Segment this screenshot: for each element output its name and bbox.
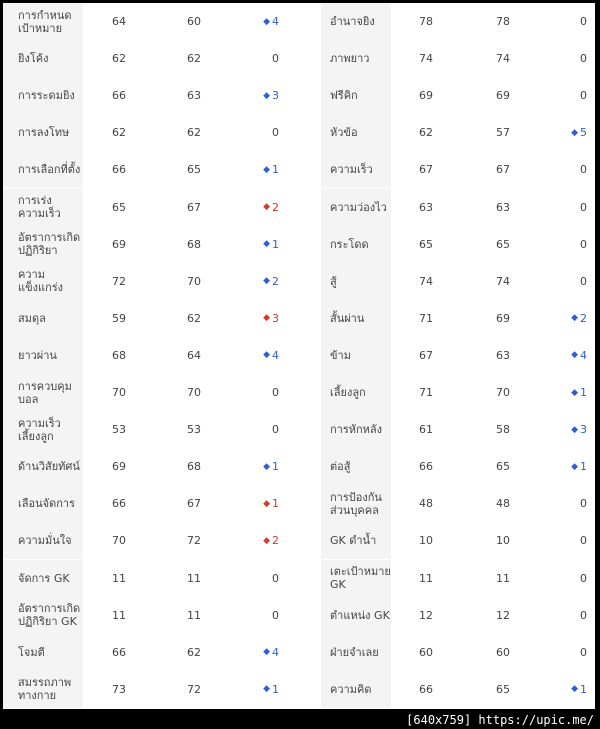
left-stat-delta-value: 0 bbox=[272, 126, 279, 140]
left-stat-name-cell bbox=[3, 560, 83, 597]
right-stat-name: เลี้ยงลูก bbox=[330, 386, 366, 399]
left-stat-delta-value: 1 bbox=[272, 497, 279, 511]
right-stat-value-b: 65 bbox=[496, 682, 510, 696]
stat-row bbox=[3, 337, 595, 374]
left-stat-value-b: 67 bbox=[187, 200, 201, 214]
right-stat-name-cell bbox=[321, 3, 391, 40]
left-stat-delta-value: 1 bbox=[272, 237, 279, 251]
left-stat-delta bbox=[243, 337, 279, 374]
left-stat-name-cell bbox=[3, 671, 83, 708]
left-stat-value-b: 68 bbox=[187, 460, 201, 474]
left-stat-name-cell bbox=[3, 3, 83, 40]
increase-marker-icon: ◆ bbox=[571, 387, 578, 398]
increase-marker-icon: ◆ bbox=[263, 90, 270, 101]
right-stat-value-b: 65 bbox=[496, 460, 510, 474]
left-stat-delta bbox=[243, 485, 279, 522]
left-stat-value-a: 59 bbox=[112, 311, 126, 325]
right-stat-value-a: 61 bbox=[419, 423, 433, 437]
right-stat-delta-value: 1 bbox=[580, 386, 587, 399]
right-stat-delta bbox=[551, 597, 587, 634]
left-stat-value-a: 66 bbox=[112, 163, 126, 177]
right-stat-value-b: 65 bbox=[496, 237, 510, 251]
right-stat-delta bbox=[551, 77, 587, 114]
right-stat-delta bbox=[551, 411, 587, 448]
left-stat-delta-value: 0 bbox=[272, 608, 279, 622]
left-stat-delta bbox=[243, 40, 279, 77]
right-stat-delta-value: 0 bbox=[580, 237, 587, 251]
left-stat-delta-value: 0 bbox=[272, 386, 279, 399]
stats-comparison-panel bbox=[3, 3, 595, 709]
increase-marker-icon: ◆ bbox=[571, 461, 578, 472]
right-stat-name-cell bbox=[321, 597, 391, 634]
right-stat-value-a: 10 bbox=[419, 534, 433, 548]
left-stat-value-b: 72 bbox=[187, 534, 201, 548]
left-stat-value-a: 62 bbox=[112, 52, 126, 66]
left-stat-delta-value: 2 bbox=[272, 534, 279, 548]
left-stat-name: การเลือกที่ตั้ง bbox=[18, 163, 81, 177]
left-stat-delta bbox=[243, 114, 279, 151]
right-stat-name-cell bbox=[321, 114, 391, 151]
right-stat-value-a: 69 bbox=[419, 89, 433, 103]
left-stat-delta bbox=[243, 300, 279, 337]
left-stat-value-b: 53 bbox=[187, 423, 201, 437]
stat-row bbox=[3, 3, 595, 40]
left-stat-value-b: 67 bbox=[187, 497, 201, 511]
left-stat-name: ความมั่นใจ bbox=[18, 534, 72, 548]
decrease-marker-icon: ◆ bbox=[263, 535, 270, 546]
right-stat-value-a: 12 bbox=[419, 608, 433, 622]
right-stat-name-cell bbox=[321, 374, 391, 411]
right-stat-delta-value: 0 bbox=[580, 200, 587, 214]
left-stat-value-b: 70 bbox=[187, 386, 201, 399]
right-stat-value-b: 67 bbox=[496, 163, 510, 177]
right-stat-name: การป้องกันส่วนบุคคล bbox=[330, 490, 382, 517]
right-stat-delta-value: 0 bbox=[580, 571, 587, 585]
right-stat-name-cell bbox=[321, 77, 391, 114]
right-stat-delta-value: 1 bbox=[580, 682, 587, 696]
left-stat-delta bbox=[243, 3, 279, 40]
left-stat-delta-value: 2 bbox=[272, 200, 279, 214]
right-stat-delta bbox=[551, 671, 587, 708]
left-stat-delta-value: 3 bbox=[272, 89, 279, 103]
increase-marker-icon: ◆ bbox=[571, 684, 578, 695]
increase-marker-icon: ◆ bbox=[263, 350, 270, 361]
right-stat-delta bbox=[551, 522, 587, 559]
increase-marker-icon: ◆ bbox=[263, 164, 270, 175]
image-host-watermark: [640x759] https://upic.me/ bbox=[406, 713, 594, 727]
right-stat-value-b: 12 bbox=[496, 608, 510, 622]
right-stat-value-b: 69 bbox=[496, 89, 510, 103]
left-stat-name: การเร่งความเร็ว bbox=[18, 194, 61, 220]
right-stat-delta bbox=[551, 337, 587, 374]
right-stat-name: ข้าม bbox=[330, 348, 351, 362]
stat-row bbox=[3, 114, 595, 151]
left-stat-delta bbox=[243, 522, 279, 559]
left-stat-delta bbox=[243, 77, 279, 114]
right-stat-name: ความว่องไว bbox=[330, 200, 387, 214]
left-stat-name-cell bbox=[3, 226, 83, 263]
right-stat-name: การหักหลัง bbox=[330, 423, 383, 437]
stat-row bbox=[3, 597, 595, 634]
left-stat-value-a: 64 bbox=[112, 15, 126, 28]
left-stat-name-cell bbox=[3, 300, 83, 337]
increase-marker-icon: ◆ bbox=[263, 461, 270, 472]
left-stat-delta-value: 4 bbox=[272, 645, 279, 659]
right-stat-delta-value: 0 bbox=[580, 163, 587, 177]
right-stat-name: GK ดำน้ำ bbox=[330, 534, 377, 548]
stat-row bbox=[3, 671, 595, 708]
left-stat-name-cell bbox=[3, 77, 83, 114]
right-stat-name-cell bbox=[321, 40, 391, 77]
left-stat-value-b: 11 bbox=[187, 608, 201, 622]
right-stat-value-a: 62 bbox=[419, 126, 433, 140]
left-stat-value-a: 66 bbox=[112, 89, 126, 103]
right-stat-value-a: 66 bbox=[419, 682, 433, 696]
left-stat-value-a: 70 bbox=[112, 534, 126, 548]
left-stat-value-b: 62 bbox=[187, 311, 201, 325]
right-stat-delta-value: 5 bbox=[580, 126, 587, 140]
right-stat-value-b: 63 bbox=[496, 200, 510, 214]
left-stat-name: ความเร็วเลี้ยงลูก bbox=[18, 416, 61, 443]
right-stat-delta-value: 4 bbox=[580, 348, 587, 362]
right-stat-delta-value: 0 bbox=[580, 15, 587, 28]
left-stat-delta bbox=[243, 226, 279, 263]
right-stat-name: ต่อสู้ bbox=[330, 460, 351, 474]
left-stat-delta bbox=[243, 189, 279, 226]
stat-row bbox=[3, 189, 595, 226]
right-stat-delta-value: 3 bbox=[580, 423, 587, 437]
left-stat-name-cell bbox=[3, 337, 83, 374]
left-stat-name: การควบคุมบอล bbox=[18, 379, 72, 406]
right-stat-name-cell bbox=[321, 151, 391, 188]
decrease-marker-icon: ◆ bbox=[263, 498, 270, 509]
left-stat-name: การระดมยิง bbox=[18, 89, 75, 103]
left-stat-delta bbox=[243, 560, 279, 597]
increase-marker-icon: ◆ bbox=[571, 313, 578, 324]
decrease-marker-icon: ◆ bbox=[263, 202, 270, 212]
right-stat-delta-value: 0 bbox=[580, 534, 587, 548]
left-stat-name-cell bbox=[3, 522, 83, 559]
stat-row bbox=[3, 151, 595, 188]
left-stat-name: การลงโทษ bbox=[18, 126, 70, 140]
left-stat-value-a: 70 bbox=[112, 386, 126, 399]
left-stat-name-cell bbox=[3, 374, 83, 411]
left-stat-name: อัตราการเกิดปฏิกิริยา bbox=[18, 231, 81, 258]
decrease-marker-icon: ◆ bbox=[263, 313, 270, 324]
right-stat-delta bbox=[551, 448, 587, 485]
left-stat-value-a: 72 bbox=[112, 274, 126, 288]
right-stat-name: ตำแหน่ง GK bbox=[330, 608, 390, 622]
right-stat-name: เตะเป้าหมาย GK bbox=[330, 565, 391, 591]
right-stat-delta-value: 0 bbox=[580, 274, 587, 288]
right-stat-delta-value: 0 bbox=[580, 497, 587, 511]
left-stat-name: อัตราการเกิดปฏิกิริยา GK bbox=[18, 602, 81, 629]
left-stat-delta bbox=[243, 448, 279, 485]
left-stat-name: จัดการ GK bbox=[18, 571, 70, 585]
left-stat-delta-value: 1 bbox=[272, 163, 279, 177]
left-stat-name: ยิงโค้ง bbox=[18, 52, 49, 66]
increase-marker-icon: ◆ bbox=[263, 16, 270, 27]
left-stat-name-cell bbox=[3, 597, 83, 634]
right-stat-name: ความคิด bbox=[330, 682, 372, 696]
right-stat-name-cell bbox=[321, 560, 391, 597]
left-stat-value-b: 63 bbox=[187, 89, 201, 103]
left-stat-name-cell bbox=[3, 448, 83, 485]
left-stat-delta-value: 0 bbox=[272, 571, 279, 585]
left-stat-value-b: 11 bbox=[187, 571, 201, 585]
right-stat-value-b: 69 bbox=[496, 311, 510, 325]
left-stat-value-b: 72 bbox=[187, 682, 201, 696]
right-stat-name: หัวข้อ bbox=[330, 126, 358, 140]
increase-marker-icon: ◆ bbox=[263, 276, 270, 287]
right-stat-name: ความเร็ว bbox=[330, 163, 373, 177]
right-stat-name-cell bbox=[321, 189, 391, 226]
right-stat-delta-value: 1 bbox=[580, 460, 587, 474]
left-stat-value-a: 69 bbox=[112, 237, 126, 251]
right-stat-delta bbox=[551, 40, 587, 77]
right-stat-name-cell bbox=[321, 634, 391, 671]
right-stat-value-b: 74 bbox=[496, 52, 510, 66]
left-stat-value-a: 69 bbox=[112, 460, 126, 474]
right-stat-name-cell bbox=[321, 263, 391, 300]
left-stat-value-a: 66 bbox=[112, 645, 126, 659]
left-stat-name: สมดุล bbox=[18, 311, 46, 325]
left-stat-delta-value: 3 bbox=[272, 311, 279, 325]
left-stat-value-a: 11 bbox=[112, 571, 126, 585]
left-stat-name-cell bbox=[3, 634, 83, 671]
left-stat-name-cell bbox=[3, 40, 83, 77]
right-stat-name: ฝ่ายจำเลย bbox=[330, 645, 379, 659]
right-stat-name-cell bbox=[321, 226, 391, 263]
left-stat-value-a: 73 bbox=[112, 682, 126, 696]
left-stat-name: ยาวผ่าน bbox=[18, 348, 57, 362]
right-stat-delta bbox=[551, 485, 587, 522]
left-stat-value-a: 11 bbox=[112, 608, 126, 622]
left-stat-delta-value: 0 bbox=[272, 52, 279, 66]
increase-marker-icon: ◆ bbox=[263, 239, 270, 250]
stat-row bbox=[3, 411, 595, 448]
right-stat-value-b: 11 bbox=[496, 571, 510, 585]
right-stat-delta bbox=[551, 300, 587, 337]
left-stat-delta-value: 1 bbox=[272, 460, 279, 474]
right-stat-name: อำนาจยิง bbox=[330, 15, 375, 28]
left-stat-name: เลือนจัดการ bbox=[18, 497, 75, 511]
right-stat-name: ภาพยาว bbox=[330, 52, 370, 66]
left-stat-delta-value: 2 bbox=[272, 274, 279, 288]
left-stat-name: ด้านวิสัยทัศน์ bbox=[18, 460, 80, 474]
stat-row bbox=[3, 448, 595, 485]
right-stat-name-cell bbox=[321, 337, 391, 374]
left-stat-value-b: 65 bbox=[187, 163, 201, 177]
right-stat-value-a: 11 bbox=[419, 571, 433, 585]
left-stat-delta-value: 4 bbox=[272, 15, 279, 28]
right-stat-name-cell bbox=[321, 485, 391, 522]
right-stat-name: สู้ bbox=[330, 274, 337, 288]
right-stat-name-cell bbox=[321, 522, 391, 559]
left-stat-delta bbox=[243, 411, 279, 448]
stat-row bbox=[3, 300, 595, 337]
right-stat-value-b: 78 bbox=[496, 15, 510, 28]
right-stat-delta-value: 0 bbox=[580, 645, 587, 659]
left-stat-name: สมรรถภาพทางกาย bbox=[18, 676, 72, 703]
left-stat-value-b: 62 bbox=[187, 126, 201, 140]
right-stat-delta bbox=[551, 3, 587, 40]
right-stat-delta-value: 0 bbox=[580, 52, 587, 66]
stat-row bbox=[3, 77, 595, 114]
right-stat-value-a: 63 bbox=[419, 200, 433, 214]
left-stat-name: ความแข็งแกร่ง bbox=[18, 268, 64, 295]
stat-row bbox=[3, 485, 595, 522]
right-stat-delta bbox=[551, 263, 587, 300]
right-stat-delta-value: 0 bbox=[580, 89, 587, 103]
increase-marker-icon: ◆ bbox=[571, 350, 578, 361]
right-stat-delta-value: 0 bbox=[580, 608, 587, 622]
stat-row bbox=[3, 374, 595, 411]
right-stat-value-a: 74 bbox=[419, 52, 433, 66]
stat-row bbox=[3, 522, 595, 559]
right-stat-value-b: 74 bbox=[496, 274, 510, 288]
right-stat-value-b: 48 bbox=[496, 497, 510, 511]
left-stat-delta-value: 4 bbox=[272, 348, 279, 362]
right-stat-name-cell bbox=[321, 671, 391, 708]
left-stat-name: การกำหนดเป้าหมาย bbox=[18, 8, 72, 35]
left-stat-value-b: 64 bbox=[187, 348, 201, 362]
left-stat-value-a: 65 bbox=[112, 200, 126, 214]
increase-marker-icon: ◆ bbox=[263, 684, 270, 695]
left-stat-value-a: 66 bbox=[112, 497, 126, 511]
right-stat-value-b: 58 bbox=[496, 423, 510, 437]
right-stat-value-a: 71 bbox=[419, 386, 433, 399]
right-stat-value-b: 60 bbox=[496, 645, 510, 659]
right-stat-value-a: 71 bbox=[419, 311, 433, 325]
right-stat-value-a: 67 bbox=[419, 348, 433, 362]
stat-row bbox=[3, 40, 595, 77]
left-stat-value-a: 53 bbox=[112, 423, 126, 437]
right-stat-delta bbox=[551, 189, 587, 226]
stat-row bbox=[3, 226, 595, 263]
left-stat-value-b: 62 bbox=[187, 645, 201, 659]
right-stat-value-a: 60 bbox=[419, 645, 433, 659]
left-stat-delta bbox=[243, 671, 279, 708]
right-stat-delta bbox=[551, 374, 587, 411]
left-stat-delta bbox=[243, 263, 279, 300]
right-stat-delta-value: 2 bbox=[580, 311, 587, 325]
left-stat-value-b: 60 bbox=[187, 15, 201, 28]
left-stat-delta bbox=[243, 597, 279, 634]
right-stat-delta bbox=[551, 634, 587, 671]
right-stat-value-a: 65 bbox=[419, 237, 433, 251]
left-stat-value-a: 62 bbox=[112, 126, 126, 140]
left-stat-value-a: 68 bbox=[112, 348, 126, 362]
left-stat-name-cell bbox=[3, 189, 83, 226]
stat-row bbox=[3, 560, 595, 597]
right-stat-name-cell bbox=[321, 411, 391, 448]
left-stat-name-cell bbox=[3, 263, 83, 300]
right-stat-value-b: 57 bbox=[496, 126, 510, 140]
right-stat-name-cell bbox=[321, 300, 391, 337]
right-stat-delta bbox=[551, 151, 587, 188]
left-stat-delta-value: 0 bbox=[272, 423, 279, 437]
stat-row bbox=[3, 263, 595, 300]
right-stat-value-a: 67 bbox=[419, 163, 433, 177]
left-stat-delta-value: 1 bbox=[272, 682, 279, 696]
right-stat-value-b: 70 bbox=[496, 386, 510, 399]
increase-marker-icon: ◆ bbox=[263, 647, 270, 658]
increase-marker-icon: ◆ bbox=[571, 127, 578, 138]
right-stat-name: ฟรีคิก bbox=[330, 89, 358, 103]
right-stat-name: สั้นผ่าน bbox=[330, 311, 365, 325]
left-stat-name-cell bbox=[3, 114, 83, 151]
left-stat-delta bbox=[243, 634, 279, 671]
left-stat-delta bbox=[243, 151, 279, 188]
right-stat-delta bbox=[551, 560, 587, 597]
stat-row bbox=[3, 634, 595, 671]
right-stat-value-b: 63 bbox=[496, 348, 510, 362]
left-stat-value-b: 62 bbox=[187, 52, 201, 66]
right-stat-value-a: 74 bbox=[419, 274, 433, 288]
right-stat-value-a: 48 bbox=[419, 497, 433, 511]
right-stat-name-cell bbox=[321, 448, 391, 485]
left-stat-name-cell bbox=[3, 485, 83, 522]
right-stat-delta bbox=[551, 226, 587, 263]
right-stat-name: กระโดด bbox=[330, 237, 369, 251]
left-stat-value-b: 70 bbox=[187, 274, 201, 288]
left-stat-delta bbox=[243, 374, 279, 411]
right-stat-value-a: 66 bbox=[419, 460, 433, 474]
left-stat-name-cell bbox=[3, 151, 83, 188]
increase-marker-icon: ◆ bbox=[571, 424, 578, 435]
right-stat-value-b: 10 bbox=[496, 534, 510, 548]
left-stat-value-b: 68 bbox=[187, 237, 201, 251]
right-stat-value-a: 78 bbox=[419, 15, 433, 28]
left-stat-name: โจมตี bbox=[18, 645, 45, 659]
left-stat-name-cell bbox=[3, 411, 83, 448]
right-stat-delta bbox=[551, 114, 587, 151]
